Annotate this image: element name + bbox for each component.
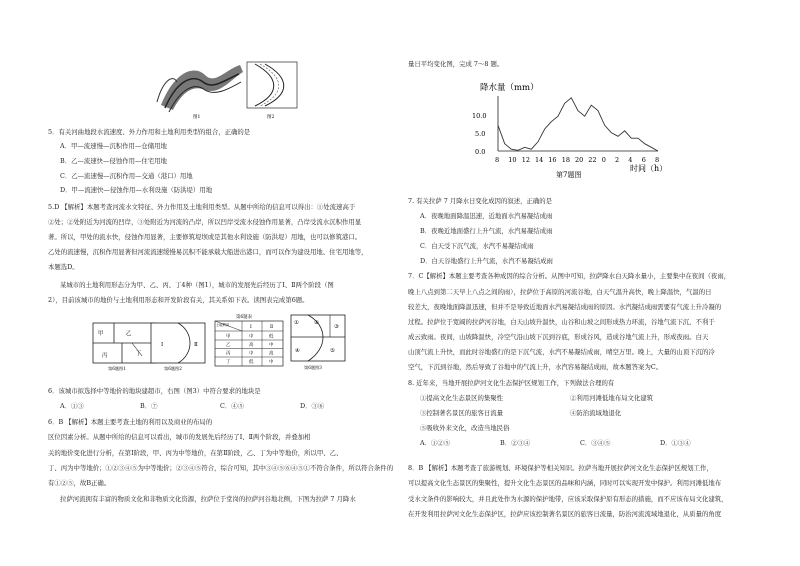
table-cell: 低 [249, 360, 254, 365]
q8-item-4: ④防治流域地退化 [570, 409, 622, 417]
fig2-caption: 第6题图2 [164, 366, 182, 371]
fig3-label-1: ① [294, 320, 299, 326]
table-cell: 高 [249, 343, 254, 348]
fig1-caption: 第6题图1 [108, 366, 126, 371]
q8-option-d: D．①③④ [660, 439, 691, 447]
x-tick-label: 18 [561, 156, 570, 164]
table-cell: 中 [269, 343, 274, 348]
table-cell: 高 [269, 351, 274, 357]
fig-label-1: 图1 [193, 115, 201, 120]
q8-item-2: ②利用河滩低地布局文化建筑 [570, 394, 654, 402]
table-header-stage-1: Ⅰ [250, 325, 252, 330]
development-stage-figure-2 [150, 322, 208, 372]
table-cell: 甲 [226, 334, 231, 340]
a6-line-5: 有①②⑤，故B正确。 [48, 479, 111, 487]
a7-line-5: 成云致雨。夜间，山坡降温快，冷空气沿山坡下沉到谷底，形成谷风，造成谷地气流上升，形成夜雨。白天 [408, 333, 709, 341]
table-cell: 低 [269, 334, 274, 340]
x-tick-label: 6 [641, 156, 646, 164]
x-tick-label: 2 [615, 156, 620, 164]
table-title: 第6题表 [236, 315, 252, 320]
y-tick-label: 10.0 [472, 112, 487, 120]
q8-option-c: C．③④⑤ [580, 439, 611, 447]
q8-stem: 8. 近年来，当地开展拉萨河文化生态保护区规划工作，下列做法合理的有 [408, 379, 615, 387]
q6-stem: 6．该城市拟选择中等地价的地块建超市，右图（图3）中符合要求的地块是 [48, 387, 261, 395]
table-cell: 中 [269, 360, 274, 365]
chart-xlabel: 时间（h） [630, 164, 668, 173]
x-tick-label: 8 [495, 156, 500, 164]
q5-option-c: C．乙—流速慢—沉积作用—交通（港口）用地 [60, 172, 193, 180]
a6-line-3: 关的地价变化进行分析，在第Ⅰ阶段，甲、丙为中等地价，在第Ⅱ阶段，乙、丁为中等地价，所以甲、乙、 [48, 449, 343, 457]
x-tick-label: 20 [575, 156, 584, 164]
intro-line-2: 2），目前该城市的地价与土地利用形态和开发阶段有关，其关系如下表。读图表完成第6题。 [48, 296, 309, 304]
terrain-sketch [157, 65, 243, 112]
q5-stem: 5．有关河曲地段水流速度、外力作用和土地利用类型的组合，正确的是 [48, 128, 251, 136]
table-header-corner: 土地利用 [216, 323, 230, 327]
table-header-stage-2: Ⅱ [270, 325, 274, 330]
a5-line-1: 5.D 【解析】本题考查河流水文特征、外力作用及土地利用类型。从题中所给的信息可以得出：①处流速高于 [48, 203, 356, 211]
intro2-line-1: 拉萨河流拥有丰富的物质文化和非物质文化资源，拉萨位于堂岗的拉萨河谷地北侧，下图为拉萨 7 月降水 [60, 495, 356, 503]
q6-option-b: B．⑦ [140, 402, 158, 410]
a8-line-1: 8．B 【解析】本题考查了旅游规划、环境保护等相关知识。拉萨当地开展拉萨河文化生态保护区规划工作， [408, 464, 713, 472]
fig1-label-jia: 甲 [98, 331, 104, 337]
fig1-label-yi: 乙 [126, 331, 132, 337]
a6-line-2: 区位因素分析。从题中所给的信息可以看出，城市的发展先后经历了Ⅰ、Ⅱ两个阶段，并叠加相 [48, 433, 311, 441]
a7-line-2: 晚上八点到第二天早上八点之间的雨），拉萨位于高原的河流谷地，白天气温升高快，晚上降温快，气温的日 [408, 288, 712, 296]
q8-item-3: ③控制著名景区的旅客日流量 [420, 409, 504, 417]
fig3-label-5: ⑤ [330, 348, 335, 354]
river-bend-figures [155, 60, 305, 122]
x-tick-label: 8 [655, 156, 660, 164]
fig3-label-2: ② [314, 320, 319, 326]
intro-continuation: 量日平均变化图，完成 7～8 题。 [408, 60, 504, 68]
q7-stem: 7. 有关拉萨 7 月降水日变化成因的叙述，正确的是 [408, 197, 553, 205]
fig-label-2: 图2 [267, 115, 275, 120]
a7-line-3: 较差大，夜晚地面降温迅速，但并不是导致近地面水汽易凝结成雨的原因。水汽凝结成雨需要有气流上升冷凝的 [408, 303, 722, 311]
a7-line-6: 山顶气流上升快，而此时谷地盛行的是下沉气流，水汽不易凝结成雨，晴空万里。晚上，大量的山顶下沉的冷 [408, 348, 715, 356]
q7-option-b: B．夜晚近地面盛行上升气流，水汽易凝结成雨 [420, 227, 553, 235]
x-tick-label: 16 [548, 156, 557, 164]
q8-option-b: B．②③④ [500, 439, 531, 447]
a7-line-7: 空气，下沉到谷地，然后导致了谷地中的气流上升，水汽容易凝结成雨，故本题答案为C。 [408, 363, 663, 371]
a6-line-1: 6．B 【解析】本题主要考查土地的利用以及商业的布局的 [48, 418, 213, 426]
a5-line-4: 乙处的流速慢，沉积作用显著但河流流速缓慢易沉积不能承载大船进出港口，而可以作为建设用地、住宅用地等， [48, 248, 368, 256]
table-cell: 丙 [226, 351, 231, 357]
y-tick-label: 5.0 [475, 130, 486, 138]
land-price-table [214, 312, 286, 374]
q6-option-a: A．①③ [60, 402, 84, 410]
fig3-label-3: ③ [334, 324, 339, 330]
q8-item-5: ⑤吸收外来文化，改造当地民俗 [420, 424, 510, 432]
x-tick-label: 14 [535, 156, 544, 164]
fig1-label-ding: 丁 [136, 351, 142, 357]
table-cell: 中 [249, 351, 254, 357]
x-tick-label: 10 [508, 156, 517, 164]
y-tick-label: 0.0 [475, 148, 486, 156]
a5-line-3: 著。所以，甲处的流水快，侵蚀作用显著，主要修筑堤坝或是其他水利设施（防洪堤）用地，也可以修筑港口。 [48, 233, 362, 241]
a8-line-3: 受水文条件的影响较大，并且此处作为水源的保护地带，应该采取保护原有形态的措施，而不应该布局文化建筑， [408, 495, 728, 503]
a5-line-2: ②处；②处附近为河流的凹岸，③处附近为河流的凸岸，所以凹岸受流水侵蚀作用显著，凸岸受流水沉积作用显 [48, 218, 362, 226]
intro-line-1: 某城市的土地利用形态分为甲、乙、丙、丁4种（图1），城市的发展先后经历了Ⅰ、Ⅱ两个阶段（图 [60, 281, 334, 289]
q6-option-c: C．④⑤ [220, 402, 245, 410]
x-tick-label: 22 [588, 156, 597, 164]
q6-option-d: D．③⑥ [300, 402, 325, 410]
fig2-label-2: Ⅱ [194, 342, 198, 348]
series-line-precipitation [498, 98, 658, 151]
land-use-figure-1 [92, 322, 158, 372]
a5-line-5: 本题选D。 [48, 263, 79, 271]
q5-option-b: B．乙—流速快—侵蚀作用—住宅用地 [60, 157, 167, 165]
a6-line-4: 丁、丙为中等地价；①②③④⑤为中等地价；②③④⑤符合，综合可知，其中③④⑤⑥④⑤①不符合条件，所以符合条件的 [48, 464, 394, 472]
q5-option-d: D．甲—流速快—侵蚀作用—水利设施（防洪堤）用地 [60, 186, 213, 194]
a8-line-4: 在开发利用拉萨河文化生态保护区，拉萨应该控制著名景区的旅客日流量，防治河流流域地退化，从质量的角度 [408, 510, 722, 518]
precipitation-chart [470, 78, 700, 178]
x-tick-label: 4 [628, 156, 633, 164]
parcel-map-figure-3 [290, 314, 348, 374]
fig2-label-1: Ⅰ [161, 342, 164, 348]
q7-option-d: D．白天谷地盛行上升气流，水汽不易凝结成雨 [420, 257, 553, 265]
x-tick-label: 12 [521, 156, 530, 164]
chart-ylabel: 降水量（mm） [480, 83, 539, 93]
q8-option-a: A．①②⑤ [420, 439, 451, 447]
table-cell: 中 [249, 334, 254, 340]
q7-option-a: A．夜晚地面降温迅速，近地面水汽易凝结成雨 [420, 212, 553, 220]
x-tick-label: 0 [601, 156, 606, 164]
q5-option-a: A．甲—流速慢—沉积作用—仓储用地 [60, 142, 167, 150]
fig3-label-4: ④ [295, 348, 300, 354]
a7-line-1: 7．C【解析】本题主要考查各种成因的综合分析。从图中可知，拉萨降水白天降水量小，主要集中在夜间（夜雨， [408, 272, 731, 280]
a8-line-2: 可以提高文化生态景区的集聚性，提升文化生态景区的品味和内涵，同时可以实现开发中保护。利用河滩低地布 [408, 479, 722, 487]
q7-option-c: C．白天受下沉气流，水汽不易凝结成雨 [420, 242, 534, 250]
fig1-label-bing: 丙 [102, 353, 108, 359]
chart-title: 第7题图 [556, 171, 582, 179]
a7-line-4: 过程。拉萨位于宽阔的拉萨河谷地，白天山坡升温快，山谷和山坡之间形成热力环流，谷地气流下沉，不利于 [408, 318, 715, 326]
q8-item-1: ①提高文化生态景区的集聚性 [420, 394, 504, 402]
table-cell: 丁 [226, 360, 231, 365]
fig3-caption: 第6题图3 [304, 365, 322, 370]
table-cell: 乙 [226, 343, 231, 348]
